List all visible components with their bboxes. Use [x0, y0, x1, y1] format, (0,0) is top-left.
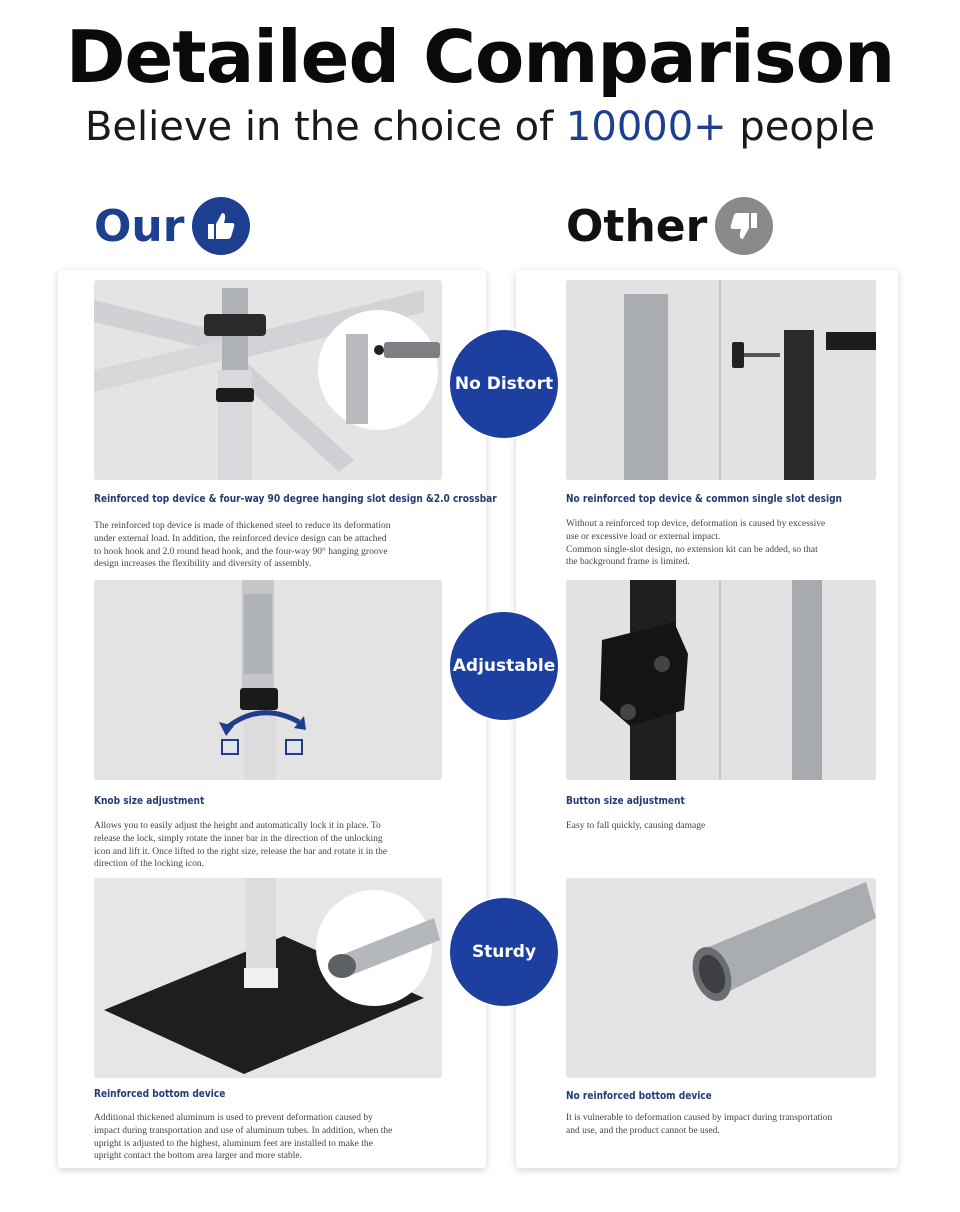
- thumbs-down-icon: [715, 197, 773, 255]
- ours-column-header: [94, 196, 250, 256]
- badge-no-distort: No Distort: [450, 330, 558, 438]
- desc-line: and use, and the product cannot be used.: [566, 1125, 720, 1136]
- other-top-device-image: [566, 280, 876, 480]
- desc-line: Allows you to easily adjust the height and automatically lock it in place. To: [94, 821, 381, 831]
- subtitle-text: Believe in the choice of: [84, 104, 566, 150]
- other-column-header: [566, 196, 773, 256]
- desc-line: direction of the locking icon.: [94, 859, 205, 870]
- desc-line: the background frame is limited.: [566, 557, 690, 568]
- ours-label: Our: [94, 200, 185, 252]
- desc-line: It is vulnerable to deformation caused by impact during transportation: [566, 1113, 833, 1123]
- ours-knob-image: [94, 580, 442, 780]
- other-caption-1: No reinforced top device & common single slot design: [566, 493, 842, 505]
- desc-line: Without a reinforced top device, deformation is caused by excessive: [566, 519, 826, 529]
- other-desc-2: [566, 820, 886, 833]
- desc-line: design increases the flexibility and diversity of assembly.: [94, 559, 312, 570]
- other-button-image: [566, 580, 876, 780]
- other-label: Other: [566, 200, 708, 252]
- other-caption-2: Button size adjustment: [566, 795, 685, 807]
- page-subtitle: [0, 100, 960, 154]
- desc-line: impact during transportation and use of aluminum tubes. In addition, when the: [94, 1125, 393, 1136]
- thumbs-up-icon: [192, 197, 250, 255]
- desc-line: icon and lift it. Once lifted to the right size, release the bar and rotate it in the: [94, 846, 388, 857]
- subtitle-highlight: 10000+: [565, 104, 727, 150]
- desc-line: Easy to fall quickly, causing damage: [566, 821, 706, 831]
- ours-desc-1: [94, 520, 450, 571]
- badge-sturdy: Sturdy: [450, 898, 558, 1006]
- ours-desc-3: [94, 1112, 450, 1163]
- desc-line: under external load. In addition, the reinforced device design can be attached: [94, 533, 387, 544]
- ours-desc-2: [94, 820, 450, 871]
- other-base-image: [566, 878, 876, 1078]
- desc-line: to hook hook and 2.0 round head hook, and the four-way 90° hanging groove: [94, 546, 388, 557]
- desc-line: upright is adjusted to the highest, aluminum feet are installed to make the: [94, 1138, 373, 1149]
- ours-caption-3: Reinforced bottom device: [94, 1088, 226, 1100]
- ours-top-device-image: [94, 280, 442, 480]
- desc-line: Common single-slot design, no extension kit can be added, so that: [566, 544, 818, 555]
- ours-base-image: [94, 878, 442, 1078]
- desc-line: Additional thickened aluminum is used to prevent deformation caused by: [94, 1113, 373, 1123]
- ours-caption-2: Knob size adjustment: [94, 795, 205, 807]
- page-title: Detailed Comparison: [65, 15, 895, 99]
- desc-line: upright contact the bottom area larger and more stable.: [94, 1151, 302, 1162]
- desc-line: use or excessive load or external impact.: [566, 531, 721, 542]
- other-desc-3: [566, 1112, 886, 1138]
- ours-caption-1: Reinforced top device & four-way 90 degree hanging slot design &2.0 crossbar: [94, 493, 497, 505]
- badge-adjustable: Adjustable: [450, 612, 558, 720]
- subtitle-text-end: people: [726, 104, 875, 150]
- desc-line: The reinforced top device is made of thickened steel to reduce its deformation: [94, 521, 391, 531]
- other-caption-3: No reinforced bottom device: [566, 1090, 712, 1102]
- desc-line: release the lock, simply rotate the inner bar in the direction of the unlocking: [94, 833, 383, 844]
- other-desc-1: [566, 518, 886, 569]
